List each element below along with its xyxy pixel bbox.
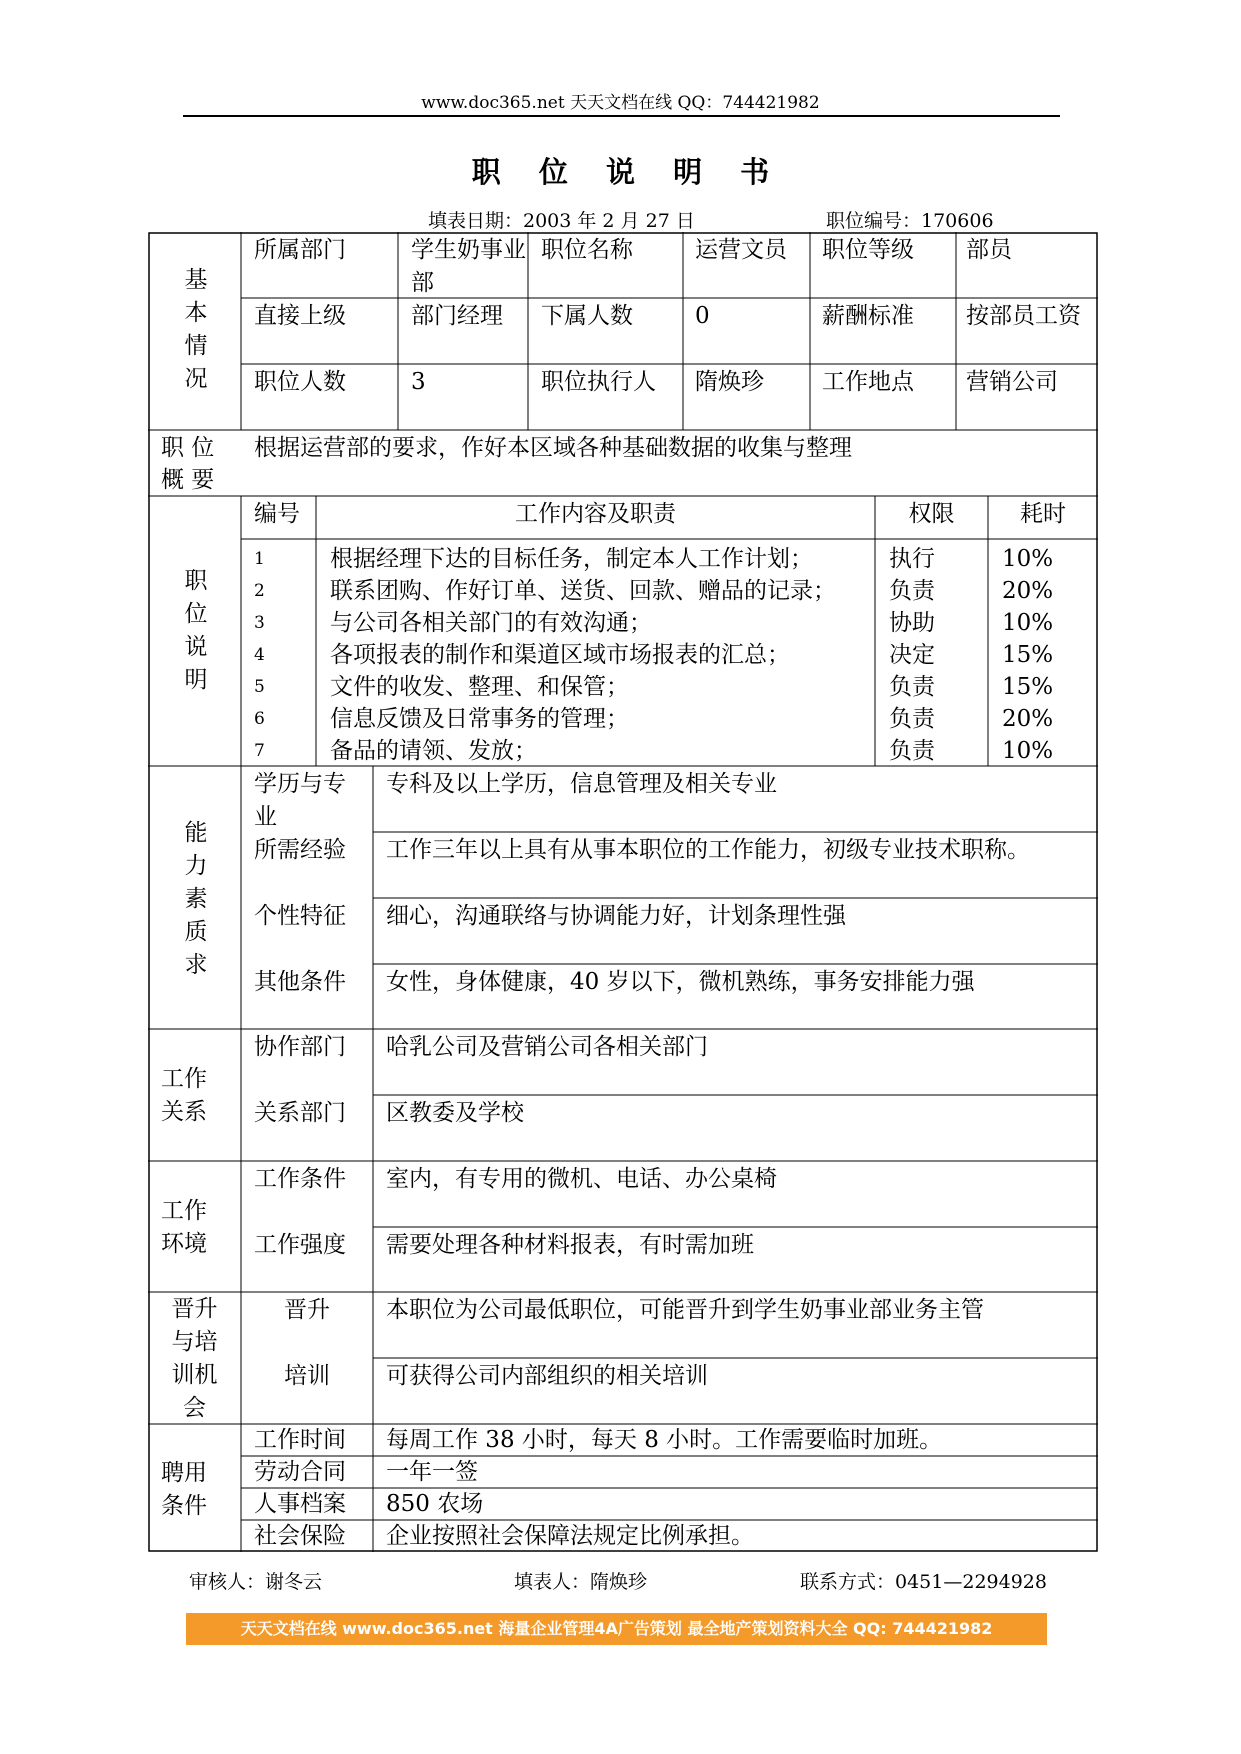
ability-value: 工作三年以上具有从事本职位的工作能力，初级专业技术职称。	[386, 837, 1030, 863]
relations-value: 哈乳公司及营销公司各相关部门	[386, 1034, 708, 1060]
duty-number: 2	[254, 581, 265, 601]
employment-label: 劳动合同	[254, 1459, 346, 1485]
environment-label: 工作条件	[254, 1166, 346, 1192]
promotion-value: 可获得公司内部组织的相关培训	[386, 1363, 708, 1389]
employment-label: 社会保险	[254, 1523, 346, 1549]
relations-label: 协作部门	[254, 1034, 346, 1060]
duty-authority: 负责	[889, 674, 935, 700]
basic-cell: 营销公司	[966, 369, 1058, 395]
section-relations-line: 关系	[161, 1099, 207, 1125]
basic-cell: 工作地点	[822, 369, 914, 395]
duty-time: 15%	[1002, 674, 1054, 700]
environment-label: 工作强度	[254, 1232, 346, 1258]
employment-value: 850 农场	[386, 1491, 484, 1517]
duty-content: 各项报表的制作和渠道区域市场报表的汇总；	[330, 642, 790, 668]
fill-date: 填表日期：2003 年 2 月 27 日	[428, 210, 695, 232]
section-environment-line: 工作	[161, 1198, 207, 1224]
basic-cell: 职位名称	[541, 237, 633, 263]
employment-value: 企业按照社会保障法规定比例承担。	[386, 1523, 754, 1549]
duty-content: 与公司各相关部门的有效沟通；	[330, 610, 652, 636]
duty-number: 3	[254, 613, 265, 633]
duty-time: 20%	[1002, 578, 1054, 604]
basic-cell: 职位执行人	[541, 369, 656, 395]
duty-authority: 负责	[889, 578, 935, 604]
duties-header-number: 编号	[254, 501, 300, 527]
duty-content: 信息反馈及日常事务的管理；	[330, 706, 629, 732]
section-duties: 职位说明	[184, 568, 208, 693]
duties-header-time: 耗时	[1020, 501, 1066, 527]
duty-time: 20%	[1002, 706, 1054, 732]
duty-content: 备品的请领、发放；	[330, 738, 537, 764]
form-filler: 填表人：隋焕珍	[514, 1571, 648, 1593]
basic-cell: 直接上级	[254, 303, 346, 329]
duty-authority: 协助	[889, 610, 935, 636]
basic-cell: 职位人数	[254, 369, 346, 395]
section-environment-line: 环境	[161, 1231, 207, 1257]
duty-time: 10%	[1002, 546, 1054, 572]
ability-label: 其他条件	[254, 969, 346, 995]
duty-authority: 负责	[889, 706, 935, 732]
basic-cell: 学生奶事业部	[411, 237, 526, 296]
section-promotion-line: 会	[183, 1395, 206, 1421]
summary-text: 根据运营部的要求，作好本区域各种基础数据的收集与整理	[254, 435, 852, 461]
duty-authority: 执行	[889, 546, 935, 572]
employment-label: 工作时间	[254, 1427, 346, 1453]
basic-cell: 0	[695, 303, 710, 329]
basic-cell: 下属人数	[541, 303, 633, 329]
section-promotion-line: 与培	[171, 1329, 218, 1355]
duty-authority: 负责	[889, 738, 935, 764]
employment-value: 一年一签	[386, 1459, 478, 1485]
basic-cell: 部门经理	[411, 303, 503, 329]
section-summary-line: 职 位	[161, 435, 215, 461]
promo-banner[interactable]: 天天文档在线 www.doc365.net 海量企业管理4A广告策划 最全地产策划资料大全 QQ: 744421982	[186, 1613, 1047, 1645]
duty-number: 1	[254, 549, 265, 569]
promotion-label: 晋升	[284, 1297, 330, 1323]
ability-value: 细心，沟通联络与协调能力好，计划条理性强	[386, 903, 846, 929]
promotion-value: 本职位为公司最低职位，可能晋升到学生奶事业部业务主管	[386, 1297, 984, 1323]
employment-value: 每周工作 38 小时，每天 8 小时。工作需要临时加班。	[386, 1427, 943, 1453]
section-employment-line: 条件	[161, 1493, 207, 1519]
duty-authority: 决定	[889, 642, 935, 668]
duty-content: 文件的收发、整理、和保管；	[330, 674, 629, 700]
section-promotion-line: 训机	[171, 1362, 218, 1388]
promotion-label: 培训	[284, 1363, 330, 1389]
ability-label: 个性特征	[254, 903, 346, 929]
basic-cell: 按部员工资	[966, 303, 1081, 329]
environment-value: 需要处理各种材料报表，有时需加班	[386, 1232, 754, 1258]
reviewer: 审核人：谢冬云	[189, 1571, 323, 1593]
section-promotion-line: 晋升	[171, 1296, 218, 1322]
section-ability: 能力素质求	[184, 820, 208, 978]
duty-number: 5	[254, 677, 265, 697]
header-rule	[183, 115, 1060, 117]
basic-cell: 运营文员	[695, 237, 787, 263]
section-relations-line: 工作	[161, 1066, 207, 1092]
duty-number: 6	[254, 709, 265, 729]
duty-time: 10%	[1002, 738, 1054, 764]
basic-cell: 部员	[966, 237, 1012, 263]
duty-number: 7	[254, 741, 265, 761]
employment-label: 人事档案	[254, 1491, 346, 1517]
duties-header-authority: 权限	[908, 501, 955, 527]
document-title: 职 位 说 明 书	[471, 155, 784, 189]
ability-value: 专科及以上学历，信息管理及相关专业	[386, 771, 777, 797]
section-summary-line: 概 要	[161, 467, 215, 493]
duties-header-content: 工作内容及职责	[515, 501, 676, 527]
section-employment-line: 聘用	[161, 1460, 207, 1486]
duty-content: 根据经理下达的目标任务，制定本人工作计划；	[330, 546, 813, 572]
basic-cell: 所属部门	[254, 237, 346, 263]
table-grid	[148, 232, 1098, 1552]
basic-cell: 3	[411, 369, 426, 395]
ability-value: 女性，身体健康，40 岁以下，微机熟练，事务安排能力强	[386, 969, 975, 995]
relations-value: 区教委及学校	[386, 1100, 524, 1126]
duty-time: 10%	[1002, 610, 1054, 636]
environment-value: 室内，有专用的微机、电话、办公桌椅	[386, 1166, 777, 1192]
basic-cell: 隋焕珍	[695, 369, 764, 395]
contact-info: 联系方式：0451—2294928	[800, 1571, 1047, 1593]
position-number: 职位编号：170606	[826, 210, 994, 232]
ability-label: 所需经验	[254, 837, 346, 863]
duty-content: 联系团购、作好订单、送货、回款、赠品的记录；	[330, 578, 836, 604]
basic-cell: 薪酬标准	[822, 303, 914, 329]
basic-cell: 职位等级	[822, 237, 914, 263]
duty-time: 15%	[1002, 642, 1054, 668]
ability-label: 学历与专业	[254, 771, 346, 830]
relations-label: 关系部门	[254, 1100, 346, 1126]
section-basic-info: 基本情况	[184, 267, 208, 392]
duty-number: 4	[254, 645, 265, 665]
header-text: www.doc365.net 天天文档在线 QQ：744421982	[421, 93, 820, 113]
